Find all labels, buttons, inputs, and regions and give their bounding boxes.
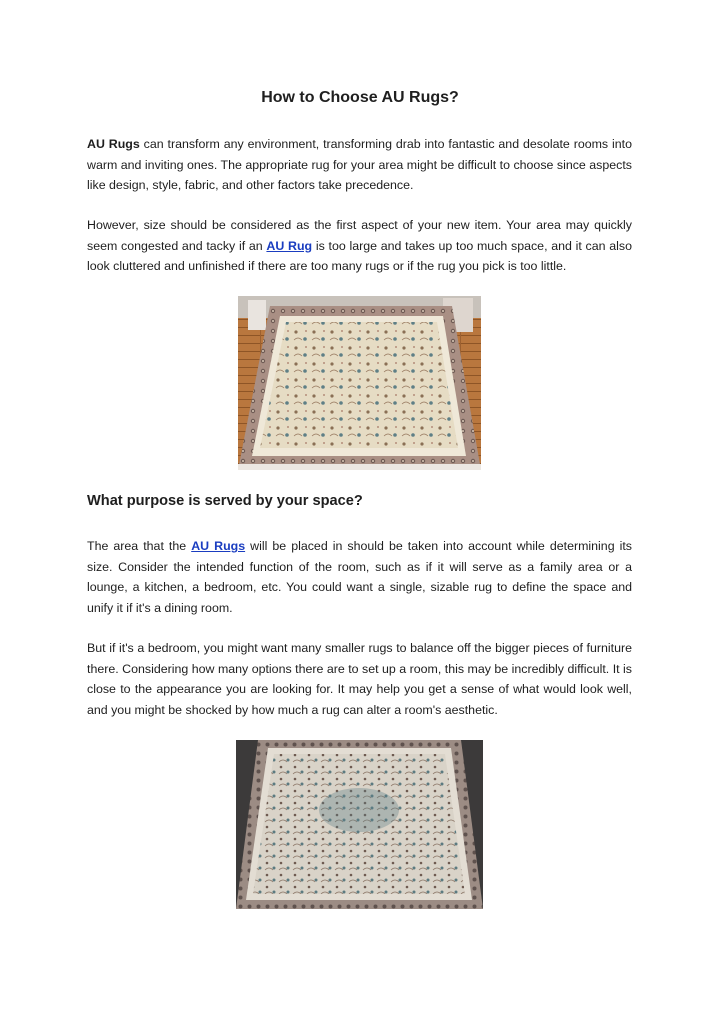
- bedroom-paragraph: But if it's a bedroom, you might want many smaller rugs to balance off the bigger pieces of furniture there. Considering how many options there are to set up a room, this may be incredibly difficult. It is close to the appearance you are looking for. It may help you get a sense of what would look well, and you might be shocked by how much a rug can alter a room's aesthetic.: [87, 641, 632, 717]
- purpose-text-after: will be placed in should be taken into account while determining its size. Consider the intended function of the room, such as if it will serve as a family area or a lounge, a kitchen, a bedroom, etc. You could want a single, sizable rug to define the space and unify it if it's a dining room.: [87, 539, 633, 615]
- intro-lead-bold: AU Rugs: [87, 137, 140, 151]
- purpose-text-before: The area that the: [87, 539, 192, 553]
- purpose-paragraph: [87, 536, 632, 618]
- rug-photo-1: [238, 296, 481, 470]
- size-text-after: is too large and takes up too much space, and it can also look cluttered and unfinished if there are too many rugs or if the rug you pick is too little.: [87, 238, 632, 273]
- au-rugs-link[interactable]: AU Rugs: [191, 539, 246, 553]
- page-title: How to Choose AU Rugs?: [261, 89, 459, 106]
- intro-paragraph: [87, 134, 632, 196]
- intro-text: can transform any environment, transforming drab into fantastic and desolate rooms into warm and inviting ones. The appropriate rug for your area might be difficult to choose since aspects like design, style, fabric, and other factors take precedence.: [87, 137, 632, 192]
- rug-photo-2: [236, 740, 483, 909]
- au-rug-link[interactable]: AU Rug: [266, 238, 313, 253]
- size-paragraph: [87, 215, 632, 277]
- section-heading: What purpose is served by your space?: [87, 493, 363, 509]
- size-text-before: However, size should be considered as the first aspect of your new item. Your area may quickly seem congested and tacky if an: [87, 218, 632, 253]
